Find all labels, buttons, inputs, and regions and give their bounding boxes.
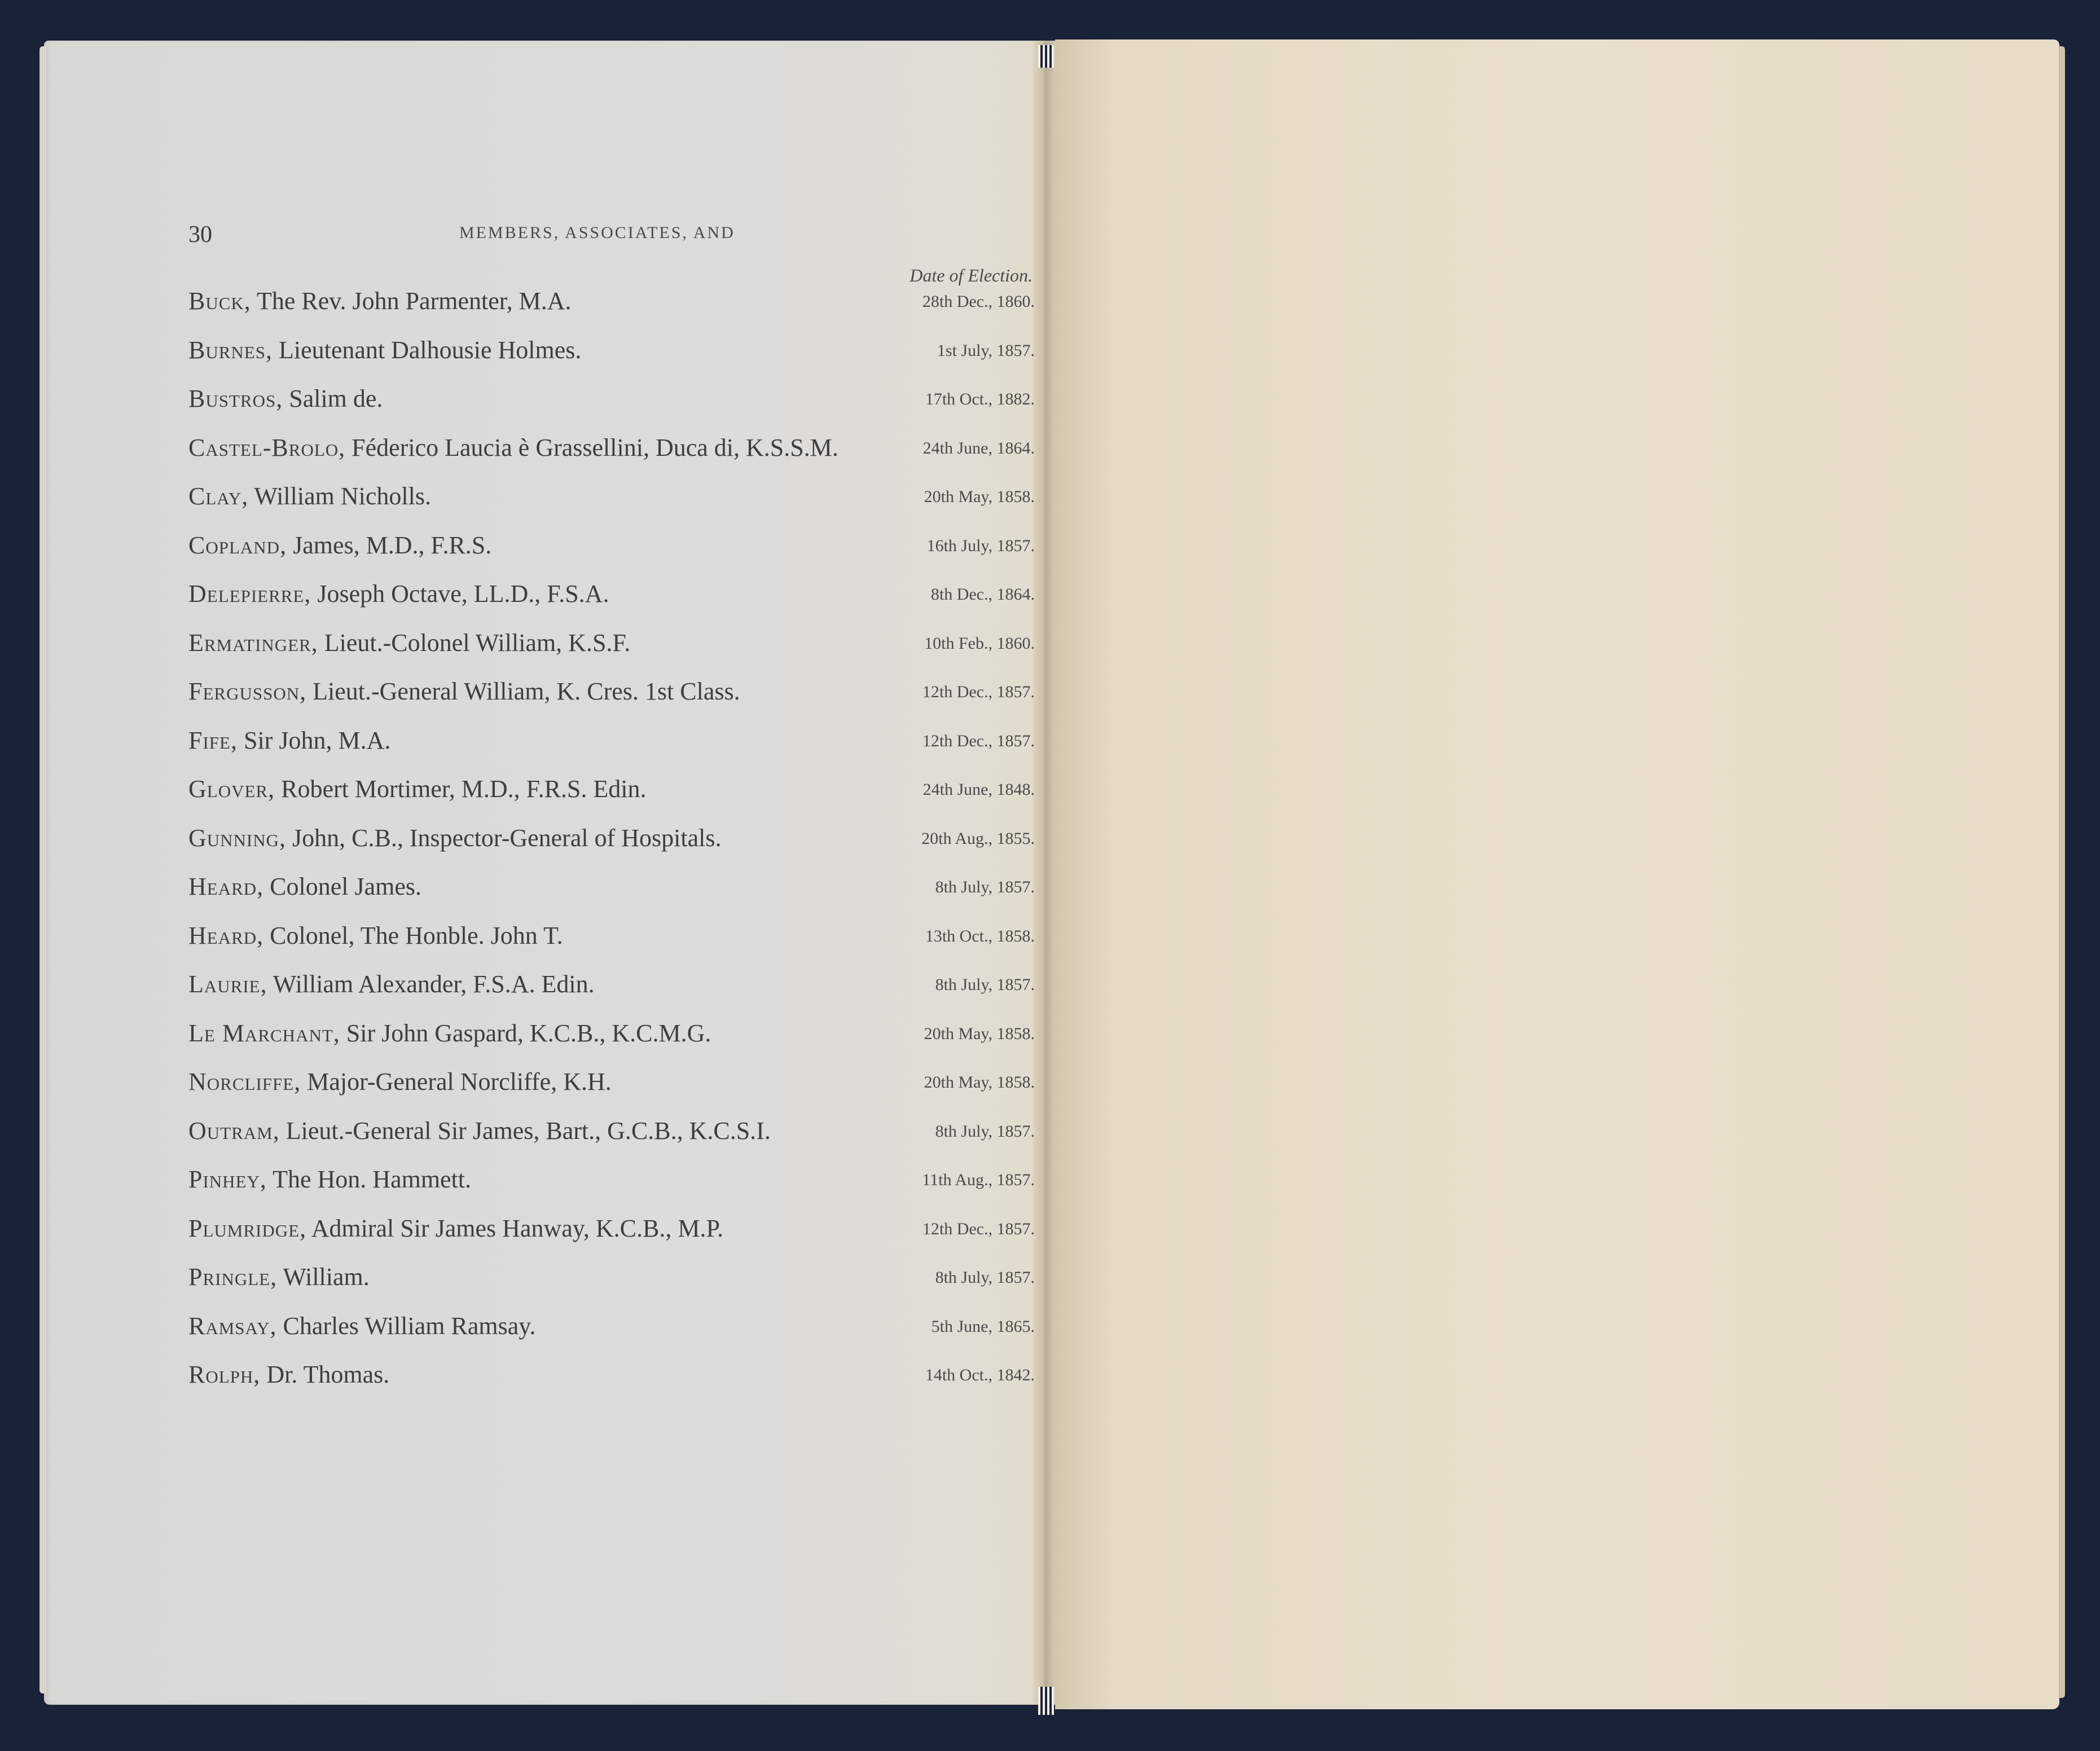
election-date: 28th Dec., 1860.	[922, 292, 1035, 311]
member-details: Lieut.-General William, K. Cres. 1st Class.	[306, 677, 740, 705]
member-name	[188, 1312, 535, 1340]
member-details: Colonel, The Honble. John T.	[263, 921, 563, 949]
member-surname: Ramsay,	[188, 1312, 277, 1340]
member-name	[188, 1067, 612, 1096]
list-item	[188, 1360, 1035, 1409]
member-details: Robert Mortimer, M.D., F.R.S. Edin.	[275, 775, 647, 803]
member-details: James, M.D., F.R.S.	[287, 531, 492, 559]
member-surname: Delepierre,	[188, 580, 311, 608]
member-name	[188, 824, 721, 852]
list-item	[188, 336, 1035, 385]
member-surname: Plumridge,	[188, 1214, 307, 1242]
book-gutter	[1033, 41, 1056, 1705]
member-surname: Bustros,	[188, 385, 283, 412]
member-details: Charles William Ramsay.	[276, 1312, 536, 1340]
election-date: 17th Oct., 1882.	[925, 390, 1035, 408]
list-item	[188, 384, 1035, 433]
election-date: 5th June, 1865.	[931, 1317, 1035, 1336]
member-details: William Nicholls.	[248, 482, 431, 510]
election-date: 14th Oct., 1842.	[925, 1366, 1035, 1384]
election-date: 16th July, 1857.	[926, 536, 1035, 555]
member-name	[188, 287, 572, 315]
member-details: William Alexander, F.S.A. Edin.	[267, 970, 595, 998]
member-surname: Glover,	[188, 775, 275, 803]
list-item	[188, 1165, 1035, 1214]
member-surname: Outram,	[188, 1116, 280, 1145]
binding-stitch-top	[1038, 45, 1054, 68]
member-name	[188, 872, 421, 901]
election-date: 8th July, 1857.	[935, 1268, 1035, 1287]
election-date: 12th Dec., 1857.	[922, 683, 1035, 701]
member-name	[188, 433, 838, 462]
list-item	[188, 872, 1035, 921]
member-surname: Fife,	[188, 726, 238, 754]
member-details: The Hon. Hammett.	[266, 1165, 472, 1193]
member-list	[188, 287, 1035, 1409]
member-name	[188, 482, 431, 511]
member-name	[188, 628, 630, 657]
election-date: 10th Feb., 1860.	[924, 633, 1035, 653]
member-surname: Castel-Brolo,	[188, 433, 346, 461]
member-surname: Copland,	[188, 531, 287, 559]
member-surname: Fergusson,	[188, 677, 307, 705]
list-item	[188, 921, 1035, 970]
member-surname: Heard,	[188, 873, 264, 900]
member-surname: Heard,	[188, 921, 264, 949]
list-item	[188, 1312, 1035, 1361]
member-details: Joseph Octave, LL.D., F.S.A.	[311, 580, 609, 608]
list-item	[188, 726, 1035, 775]
member-details: Lieutenant Dalhousie Holmes.	[272, 336, 582, 364]
binding-stitch-bottom	[1038, 1687, 1054, 1715]
member-details: Lieut.-General Sir James, Bart., G.C.B., K.C.S.I.	[279, 1116, 771, 1145]
member-name	[188, 384, 383, 413]
election-date: 20th May, 1858.	[924, 487, 1035, 506]
election-date: 24th June, 1864.	[922, 438, 1035, 457]
member-details: Sir John, M.A.	[237, 726, 391, 754]
election-date: 20th May, 1858.	[924, 1073, 1035, 1092]
election-date: 11th Aug., 1857.	[922, 1171, 1035, 1189]
page-header	[188, 221, 1035, 255]
member-name	[188, 970, 595, 998]
member-name	[188, 677, 740, 706]
list-item	[188, 1262, 1035, 1312]
column-head-date-of-election: Date of Election.	[910, 265, 1033, 285]
member-details: William.	[277, 1263, 370, 1291]
member-name	[188, 1165, 471, 1194]
member-surname: Ermatinger,	[188, 628, 318, 657]
election-date: 12th Dec., 1857.	[922, 731, 1035, 750]
election-date: 1st July, 1857.	[937, 341, 1035, 360]
member-details: Salim de.	[283, 385, 383, 412]
list-item	[188, 824, 1035, 873]
list-item	[188, 1116, 1035, 1165]
member-name	[188, 579, 609, 608]
member-name	[188, 1116, 771, 1145]
right-page-blank	[1055, 39, 2059, 1709]
list-item	[188, 677, 1035, 726]
running-head: MEMBERS, ASSOCIATES, AND	[459, 223, 735, 242]
election-date: 8th July, 1857.	[935, 1121, 1035, 1141]
member-surname: Norcliffe,	[188, 1068, 301, 1096]
election-date: 20th May, 1858.	[924, 1024, 1035, 1043]
list-item	[188, 1019, 1035, 1068]
member-name	[188, 726, 390, 755]
election-date: 8th Dec., 1864.	[930, 585, 1035, 604]
member-name	[188, 1262, 370, 1291]
member-name	[188, 1360, 389, 1389]
member-surname: Rolph,	[188, 1361, 261, 1388]
member-name	[188, 1019, 711, 1048]
election-date: 24th June, 1848.	[922, 780, 1035, 799]
member-surname: Pringle,	[188, 1263, 278, 1291]
list-item	[188, 482, 1035, 531]
member-surname: Gunning,	[188, 824, 287, 852]
member-name	[188, 1214, 723, 1243]
list-item	[188, 775, 1035, 824]
member-name	[188, 921, 563, 950]
election-date: 13th Oct., 1858.	[925, 926, 1035, 945]
member-surname: Pinhey,	[188, 1165, 267, 1193]
list-item	[188, 1214, 1035, 1263]
list-item	[188, 579, 1035, 628]
election-date: 8th July, 1857.	[935, 878, 1035, 896]
member-details: Sir John Gaspard, K.C.B., K.C.M.G.	[340, 1019, 711, 1047]
member-details: Colonel James.	[263, 873, 422, 900]
page-number: 30	[188, 222, 212, 248]
member-surname: Clay,	[188, 482, 249, 510]
member-surname: Le Marchant,	[188, 1019, 340, 1047]
list-item	[188, 531, 1035, 580]
member-details: Lieut.-Colonel William, K.S.F.	[318, 628, 631, 657]
member-name	[188, 775, 647, 803]
member-name	[188, 336, 581, 364]
election-date: 8th July, 1857.	[935, 975, 1035, 994]
member-surname: Burnes,	[188, 336, 273, 364]
list-item	[188, 628, 1035, 677]
election-date: 12th Dec., 1857.	[922, 1219, 1035, 1238]
member-details: Major-General Norcliffe, K.H.	[301, 1068, 612, 1096]
member-details: John, C.B., Inspector-General of Hospitals.	[286, 824, 722, 852]
member-details: The Rev. John Parmenter, M.A.	[251, 287, 572, 315]
member-details: Dr. Thomas.	[260, 1361, 390, 1388]
member-surname: Laurie,	[188, 970, 267, 998]
list-item	[188, 287, 1035, 336]
list-item	[188, 970, 1035, 1019]
list-item	[188, 1067, 1035, 1116]
member-name	[188, 531, 491, 560]
list-item	[188, 433, 1035, 482]
member-surname: Buck,	[188, 287, 251, 315]
member-details: Admiral Sir James Hanway, K.C.B., M.P.	[306, 1214, 724, 1242]
member-details: Féderico Laucia è Grassellini, Duca di, K.S.S.M.	[345, 433, 838, 461]
election-date: 20th Aug., 1855.	[921, 829, 1035, 848]
